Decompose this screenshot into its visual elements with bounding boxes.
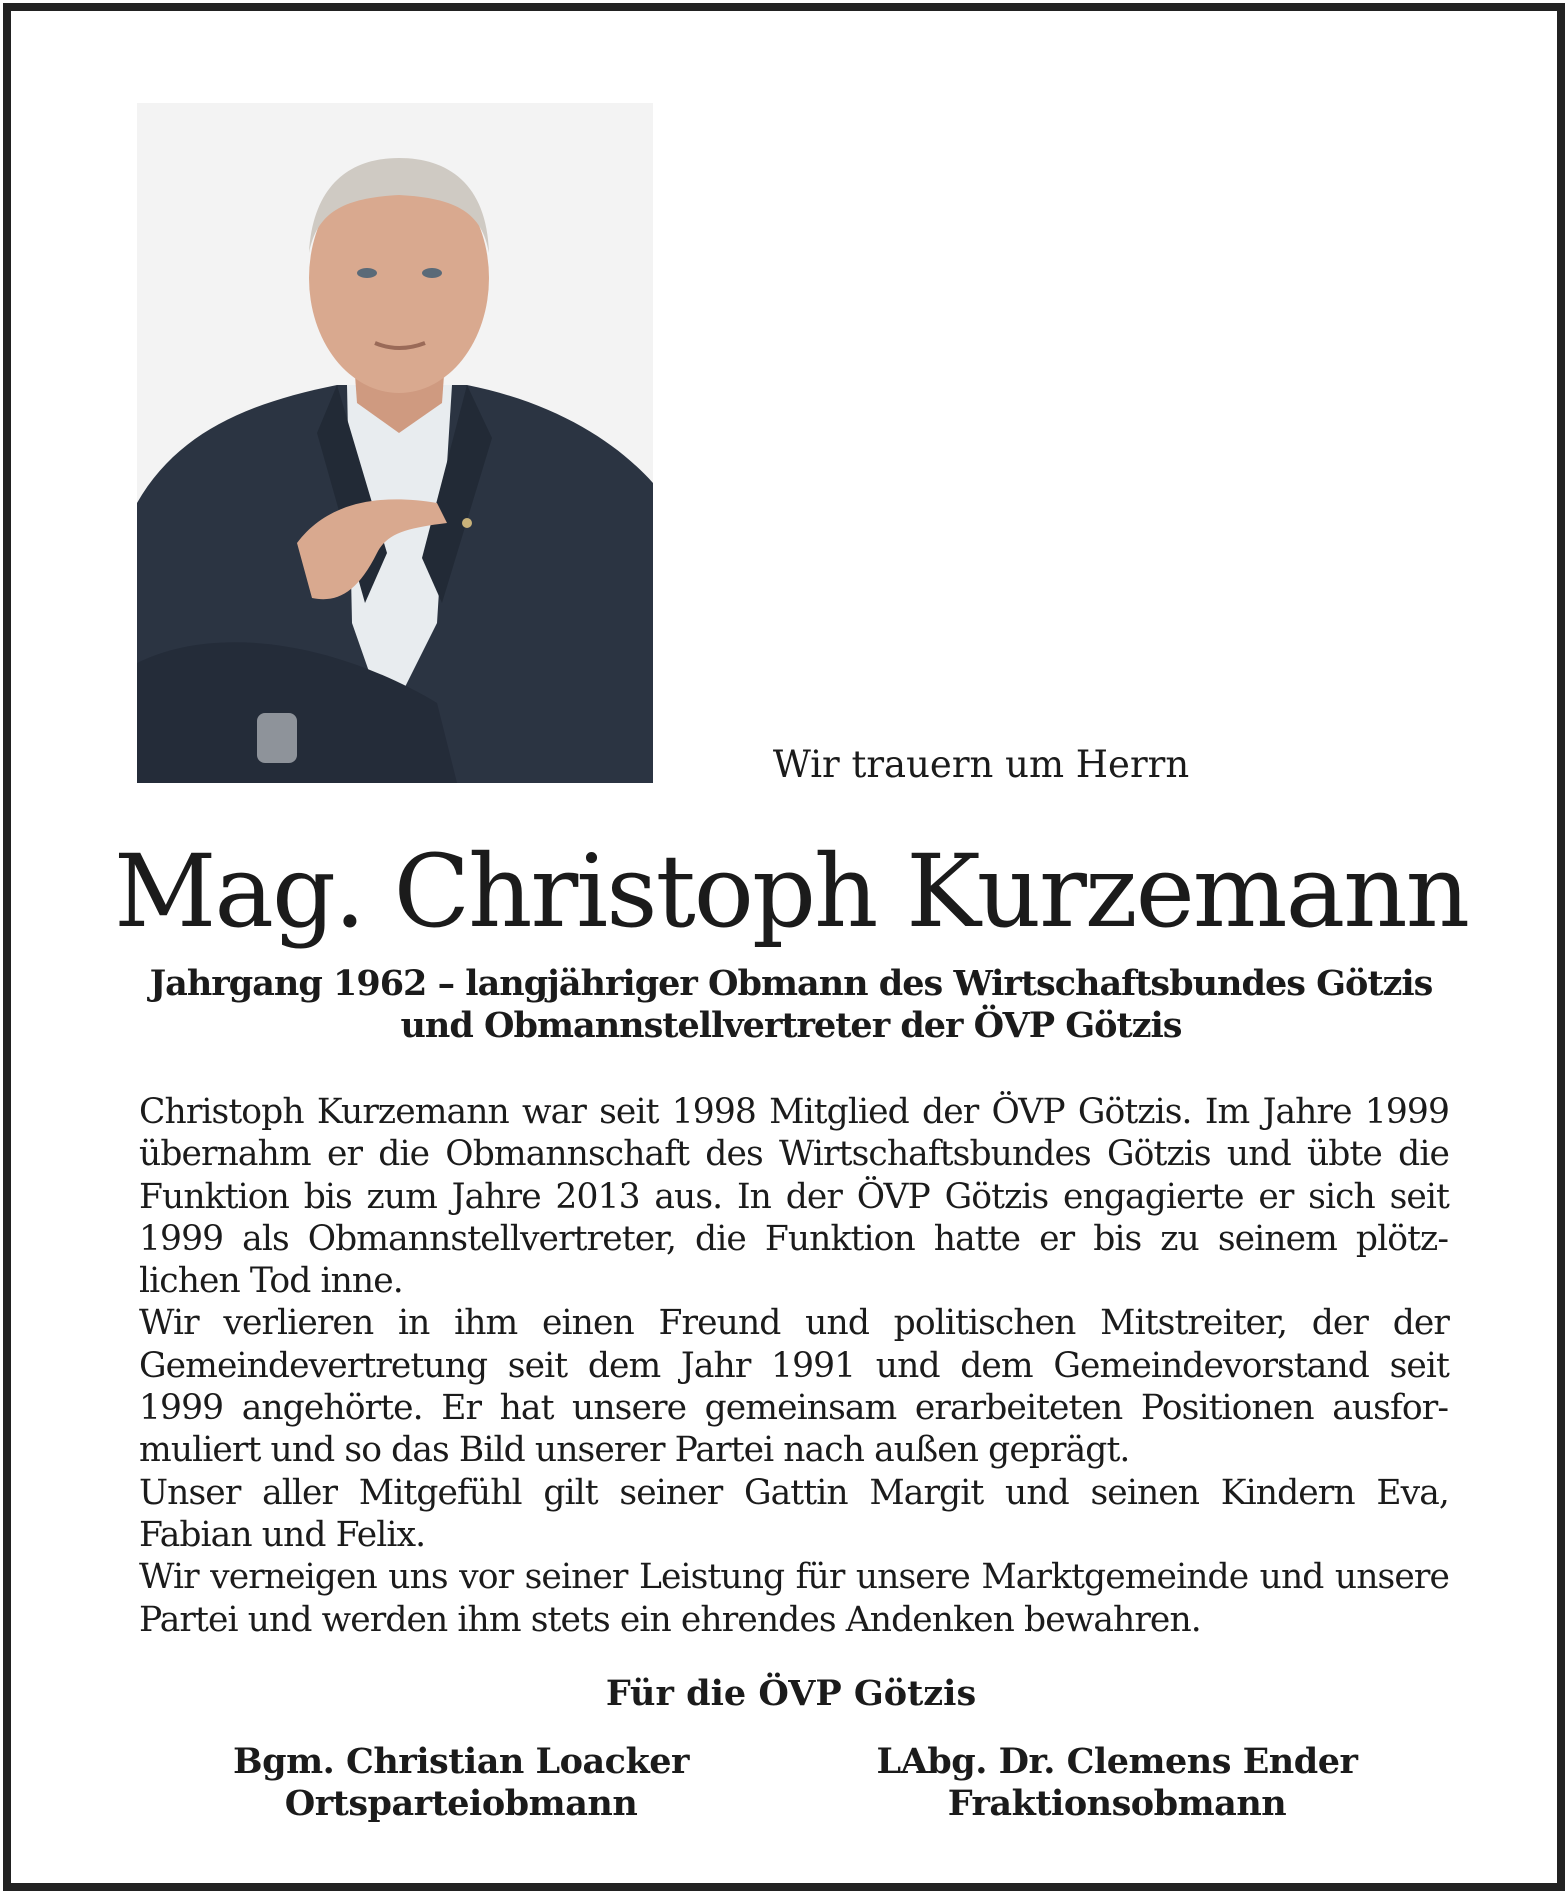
paragraph: Unser aller Mitgefühl gilt seiner Gattin Margit und seinen Kindern Eva, Fabian und Felix. [139, 1472, 1449, 1555]
subtitle-line: und Obmannstellvertreter der ÖVP Götzis [400, 1005, 1182, 1046]
signer-right [817, 1741, 1417, 1825]
portrait-photo [137, 103, 653, 783]
signer-role: Fraktionsobmann [947, 1783, 1287, 1824]
deceased-name: Mag. Christoph Kurzemann [113, 833, 1469, 950]
paragraph: Wir verlieren in ihm einen Freund und politischen Mitstreiter, der der Gemeindevertretung seit dem Jahr 1991 und dem Gemeindevorstand seit 1999 angehörte. Er hat unsere gemeinsam erarbeiteten Positionen ausformuliert und so das Bild unserer Partei nach außen geprägt. [139, 1303, 1449, 1471]
paragraph: Christoph Kurzemann war seit 1998 Mitglied der ÖVP Götzis. Im Jahre 1999 übernahm er die Obmannschaft des Wirtschaftsbundes Götzis und übte die Funktion bis zum Jahre 2013 aus. In der ÖVP Götzis engagierte er sich seit 1999 als Obmannstellvertreter, die Funktion hatte er bis zu seinem plötzlichen Tod inne. [139, 1092, 1449, 1302]
intro-line: Wir trauern um Herrn [772, 743, 1190, 786]
paragraph: Wir verneigen uns vor seiner Leistung für unsere Marktgemeinde und unsere Partei und werden ihm stets ein ehrendes Andenken bewahren. [139, 1557, 1449, 1640]
signer-name: Bgm. Christian Loacker [233, 1741, 689, 1782]
signer-role: Ortsparteiobmann [284, 1783, 638, 1824]
portrait-illustration [137, 103, 653, 783]
signer-left [161, 1741, 761, 1825]
signer-name: LAbg. Dr. Clemens Ender [876, 1741, 1358, 1782]
subtitle [71, 963, 1511, 1047]
obituary-text [139, 1091, 1449, 1641]
subtitle-line: Jahrgang 1962 – langjähriger Obmann des Wirtschaftsbundes Götzis [149, 963, 1433, 1004]
signature-lead: Für die ÖVP Götzis [605, 1673, 977, 1714]
obituary-frame [3, 3, 1565, 1891]
